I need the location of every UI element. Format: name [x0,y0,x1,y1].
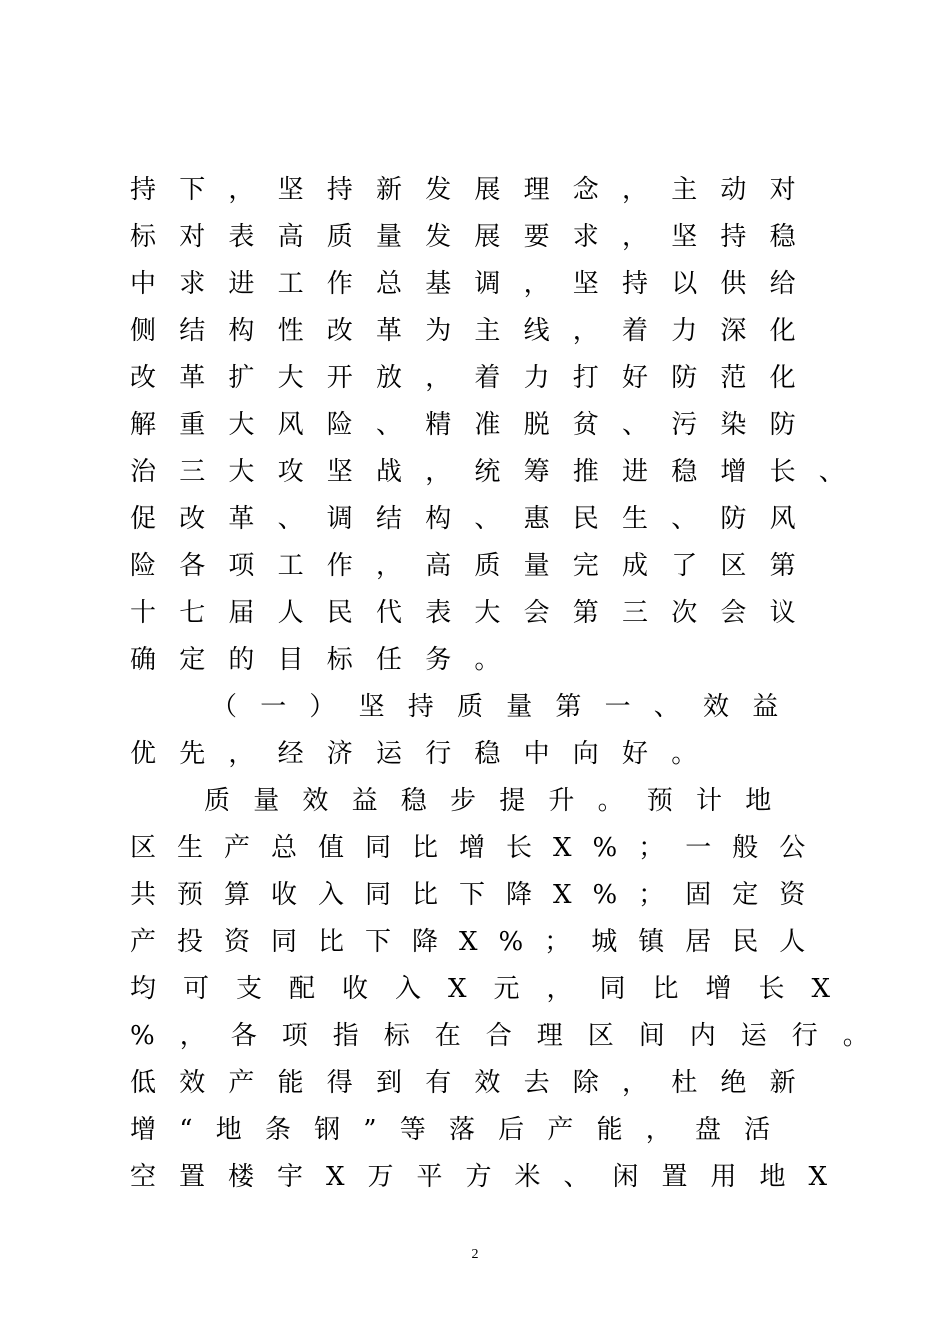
text-line: 中求进工作总基调，坚持以供给 [130,269,819,299]
text-line: 区生产总值同比增长X%；一般公 [130,833,827,863]
text-line: 共预算收入同比下降X%；固定资 [130,880,827,910]
text-line: 低效产能得到有效去除，杜绝新 [130,1068,819,1098]
section-heading: （一）坚持质量第一、效益 [211,692,802,722]
text-line: 促改革、调结构、惠民生、防风 [130,504,819,534]
page-number: 2 [471,1247,479,1262]
text-line: 十七届人民代表大会第三次会议 [130,598,819,628]
text-line: 空置楼宇X万平方米、闲置用地X [130,1162,851,1192]
text-line: 改革扩大开放，着力打好防范化 [130,363,819,393]
text-line: %，各项指标在合理区间内运行。 [130,1021,894,1051]
text-line: 持下，坚持新发展理念，主动对 [130,175,819,205]
text-line: 险各项工作，高质量完成了区第 [130,551,819,581]
text-line: 侧结构性改革为主线，着力深化 [130,316,819,346]
text-line: 增“地条钢”等落后产能，盘活 [130,1115,794,1145]
text-line: 均可支配收入X元，同比增长X [130,974,858,1004]
text-line: 治三大攻坚战，统筹推进稳增长、 [130,457,869,487]
text-line: 确定的目标任务。 [130,645,524,675]
section-heading-continued: 优先，经济运行稳中向好。 [130,739,721,769]
text-line: 产投资同比下降X%；城镇居民人 [130,927,827,957]
text-line: 解重大风险、精准脱贫、污染防 [130,410,819,440]
paragraph-start: 质量效益稳步提升。预计地 [204,786,795,816]
text-line: 标对表高质量发展要求，坚持稳 [130,222,819,252]
